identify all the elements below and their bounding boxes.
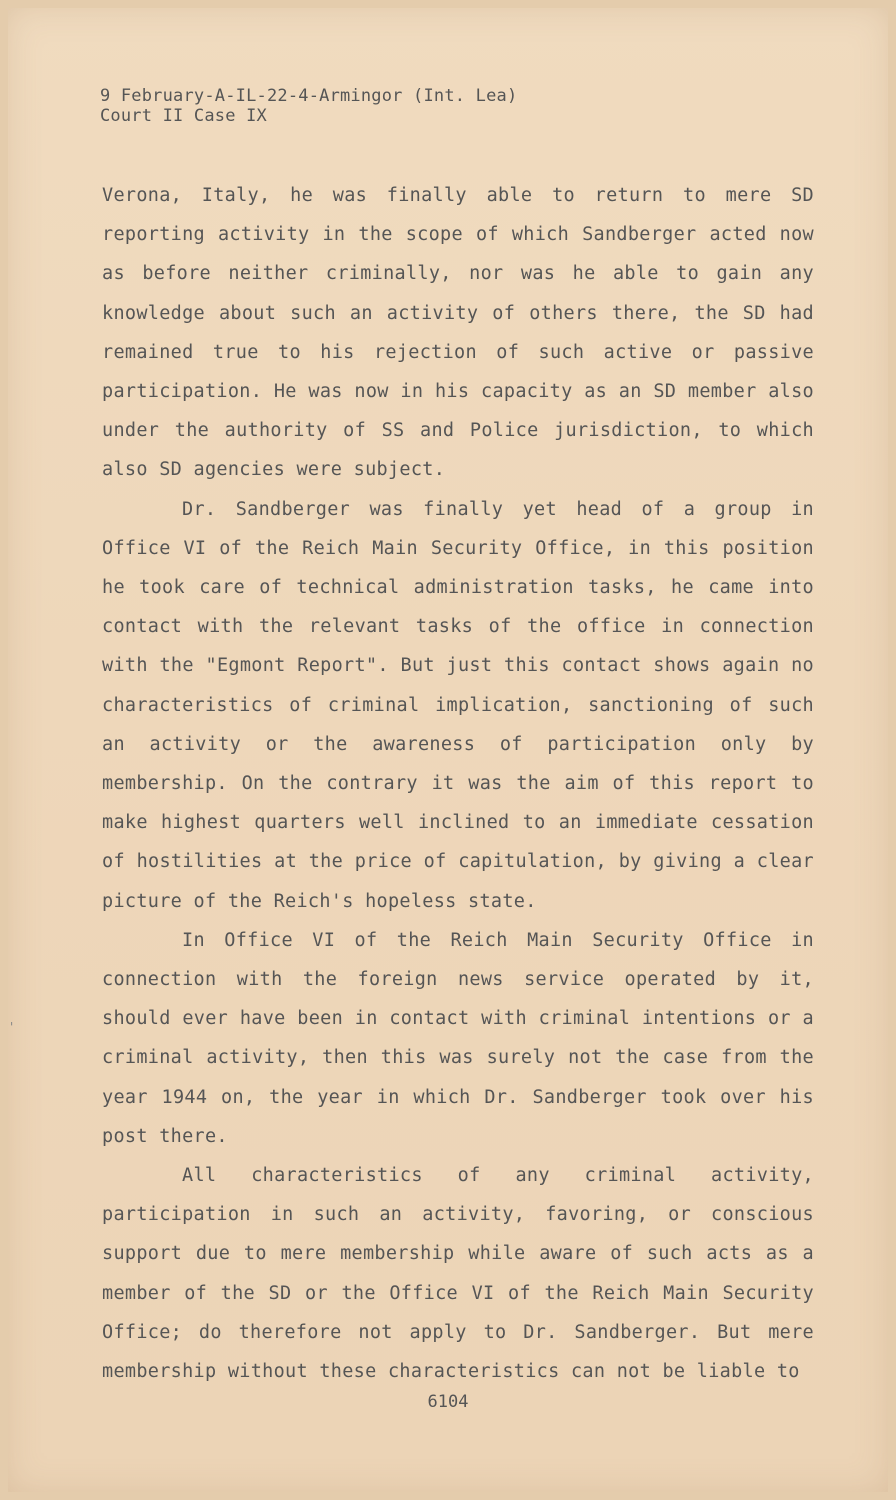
paragraph-3: In Office VI of the Reich Main Security Office in connection with the foreign news service operated by it, should ever have been in contact with criminal intentions or a criminal activity, then this was surely not the case from the year 1944 on, the year in which Dr. Sandberger took over his post there. <box>102 929 814 1147</box>
document-body <box>102 176 814 1391</box>
paragraph-2: Dr. Sandberger was finally yet head of a group in Office VI of the Reich Main Security Office, in this position he took care of technical administration tasks, he came into contact with the relevant tasks of the office in connection with the "Egmont Report". But just this contact shows again no characteristics of criminal implication, sanctioning of such an activity or the awareness of participation only by membership. On the contrary it was the aim of this report to make highest quarters well inclined to an immediate cessation of hostilities at the price of capitulation, by giving a clear picture of the Reich's hopeless state. <box>102 498 814 912</box>
margin-mark: ' <box>8 1020 16 1034</box>
header-line-2: Court II Case IX <box>100 106 267 126</box>
paragraph-1: Verona, Italy, he was finally able to return to mere SD reporting activity in the scope of which Sandberger acted now as before neither criminally, nor was he able to gain any knowledge about such an activity of others there, the SD had remained true to his rejection of such active or passive participation. He was now in his capacity as an SD member also under the authority of SS and Police jurisdiction, to which also SD agencies were subject. <box>102 185 814 481</box>
header-line-1: 9 February-A-IL-22-4-Armingor (Int. Lea) <box>100 86 518 106</box>
paragraph-4: All characteristics of any criminal activity, participation in such an activity, favoring, or conscious support due to mere membership while aware of such acts as a member of the SD or the Office VI of the Reich Main Security Office; do therefore not apply to Dr. Sandberger. But mere membership without these characteristics can not be liable to <box>102 1165 814 1383</box>
page-number: 6104 <box>427 1392 469 1412</box>
document-header <box>100 86 517 126</box>
